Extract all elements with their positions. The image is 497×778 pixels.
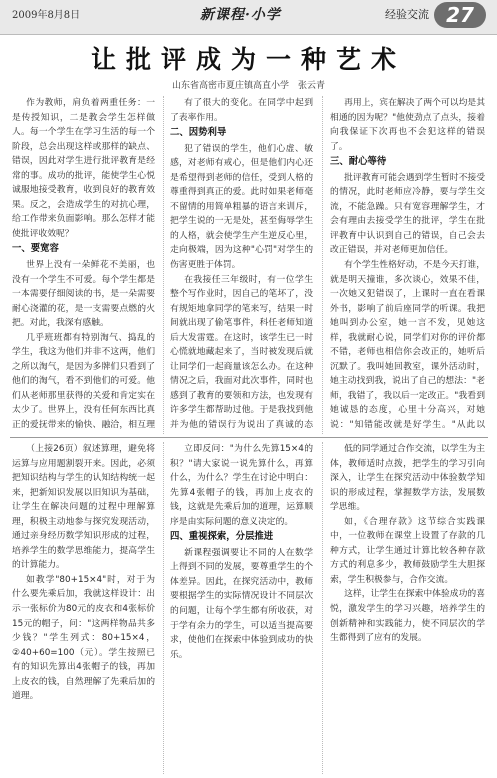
section-heading: 一、要宽容 — [12, 243, 59, 255]
article-author: 山东省高密市夏庄镇高直小学 张云青 — [171, 81, 325, 91]
text-column-1 — [12, 96, 155, 434]
column-name: 经验交流 — [385, 8, 429, 21]
section-heading: 四、重视探索，分层推进 — [170, 531, 274, 543]
paragraph: 有了很大的变化。在同学中起到了表率作用。 — [170, 98, 313, 123]
column-rule — [163, 96, 164, 434]
paragraph: 批评教育可能会遇到学生暂时不接受的情况，此时老师应冷静，要与学生交流，不能急躁。只有宽容理解学生，才会有理由去接受学生的批评，学生在批评教育中认识到自己的错误，自己会去改正错误，并对老师更加信任。 — [330, 172, 485, 256]
text-column-3 — [330, 96, 485, 434]
paragraph: 世界上没有一朵鲜花不美丽，也没有一个学生不可爱。每个学生都是一本需要仔细阅读的书，是一朵需要耐心浇灌的花，是一支需要点燃的火把。对此，我深有感触。 — [12, 260, 155, 329]
page-header — [0, 0, 497, 35]
issue-date: 2009年8月8日 — [12, 10, 81, 21]
paragraph: 几乎班班都有特别淘气、捣乱的学生，我这为他们并非不这两，他们之所以淘气，是因为多牌们只看到了他们的淘气，看不到他们的可爱。他们从老师那里获得的关爱和肯定实在太少了。世界上，没有任何东西比真正的爱抚带来的愉快、融洽，相互理 — [12, 332, 155, 431]
text-column-2 — [170, 96, 313, 434]
paragraph: 有个学生性格好动，不是今天打谁，就是明天撞谁，多次谈心，效果不佳，一次她又犯错误了，上课时一直在看课外书，影响了前后座同学的听课。我把她叫到办公室，她一言不发，见她这样，我就耐心说，同学们对你的评价都不错，老师也相信你会改正的，她听后沉默了。我叫她回教室，课外活动时，她主动找到我，说出了自己的想法："老师，我错了，我以后一定改正。"我看到她诚恳的态度，心里十分高兴，对她说："知错能改就是好学生。"从此以 — [330, 260, 485, 431]
page-number: 27 — [434, 2, 486, 28]
paragraph: 在我接任三年级时，有一位学生整个写作业时，因自己的笔坏了，没有规矩地拿同学的笔来写，结果一时间就出现了偷笔事件，科任老师知道后大发雷霆。在这时，该学生已一时心慌就地藏起来了，当时被发现后就让同学们一起商量该怎么办。在这种情况之后，我面对此次事件，同时也感到了教育的要领和方法，也发现有许多学生都帮助过他。于是我找到他并为他的错误行为说出了真诚的态 — [170, 274, 313, 431]
paragraph: （上接26页）叙述算理，避免将运算与应用题割裂开来。因此，必须把知识结构与学生的认知结构统一起来，把新知识发展以旧知识为基础，让学生在解决问题的过程中理解算理，积极主动地参与探究发现活动，通过亲身经历数学知识形成的过程，培养学生的数学思维能力，提高学生的计算能力。 — [12, 444, 155, 571]
paragraph: 作为教师，肩负着两重任务：一是传授知识，二是教会学生怎样做人。每一个学生在学习生活的每一个阶段，总会出现这样或那样的缺点、错误，因此对学生进行批评教育是经常的事。成功的批评，能使学生心悦诚服地接受教育，收到良好的教育效果。反之，会造成学生的对抗心理，给工作带来负面影响。那么怎样才能使批评收效呢？ — [12, 98, 155, 239]
article-title: 让批评成为一种艺术 — [90, 45, 406, 74]
section-heading: 三、耐心等待 — [330, 156, 387, 168]
bottom-column-1 — [12, 442, 155, 774]
paragraph: 如，《合理存款》这节综合实践课中，一位教师在课堂上设置了存款的几种方式，让学生通过计算比较各种存款方式的利息多少，教师鼓励学生大胆探索，学生积极参与，合作交流。 — [330, 516, 485, 585]
paragraph: 如教学"80+15×4"时，对于为什么要先乘后加，我就这样设计：出示一张标价为80元的皮衣和4张标价15元的帽子，问："这两样物品共多少钱？"学生列式：80+15×4，②40+60=100（元）。学生按照已有的知识先算出4张帽子的钱，再加上皮衣的钱，自然理解了先乘后加的道理。 — [12, 574, 155, 702]
column-rule — [322, 96, 323, 434]
column-rule — [163, 442, 164, 774]
paragraph: 立即反问："为什么先算15×4的积？"请大家说一说先算什么，再算什么，为什么？学生在讨论中明白：先算4张帽子的钱，再加上皮衣的钱，这就是先乘后加的道理，运算顺序是由实际问题的意义决定的。 — [170, 444, 313, 527]
magazine-name: 新课程·小学 — [200, 7, 281, 23]
section-divider — [10, 437, 488, 438]
paragraph: 犯了错误的学生，他们心虚、敏感，对老师有戒心，但是他们内心还是希望得到老师的信任，受到人格的尊重得到真正的爱。此时如果老师毫不留情的用简单粗暴的语言来训斥，把学生说的一无是处，甚至侮辱学生的人格，就会使学生产生逆反心里，走向极端，因为这种"心罚"对学生的伤害更胜于体罚。 — [170, 143, 313, 271]
bottom-column-3 — [330, 442, 485, 774]
bottom-column-2 — [170, 442, 313, 774]
paragraph: 低的同学通过合作交流，以学生为主体，教师适时点拨，把学生的学习引向深入，让学生在探究活动中体验数学知识的形成过程，掌握数学方法，发展数学思维。 — [330, 444, 485, 513]
paragraph: 新课程强调要让不同的人在数学上得到不同的发展，要尊重学生的个体差异。因此，在探究活动中，教师要根据学生的实际情况设计不同层次的问题，让每个学生都有所收获，对于学有余力的学生，可以适当提高要求，使他们在探索中体验到成功的快乐。 — [170, 547, 313, 660]
section-heading: 二、因势利导 — [170, 127, 227, 139]
column-rule — [322, 442, 323, 774]
paragraph: 再用上，宾在解决了两个可以均是其相通的因为呢？"他使劲点了点头，接着向我保证下次再也不会犯这样的错误了。 — [330, 98, 485, 152]
paragraph: 这样，让学生在探索中体验成功的喜悦，激发学生的学习兴趣，培养学生的创新精神和实践能力，使不同层次的学生都得到了应有的发展。 — [330, 589, 485, 644]
